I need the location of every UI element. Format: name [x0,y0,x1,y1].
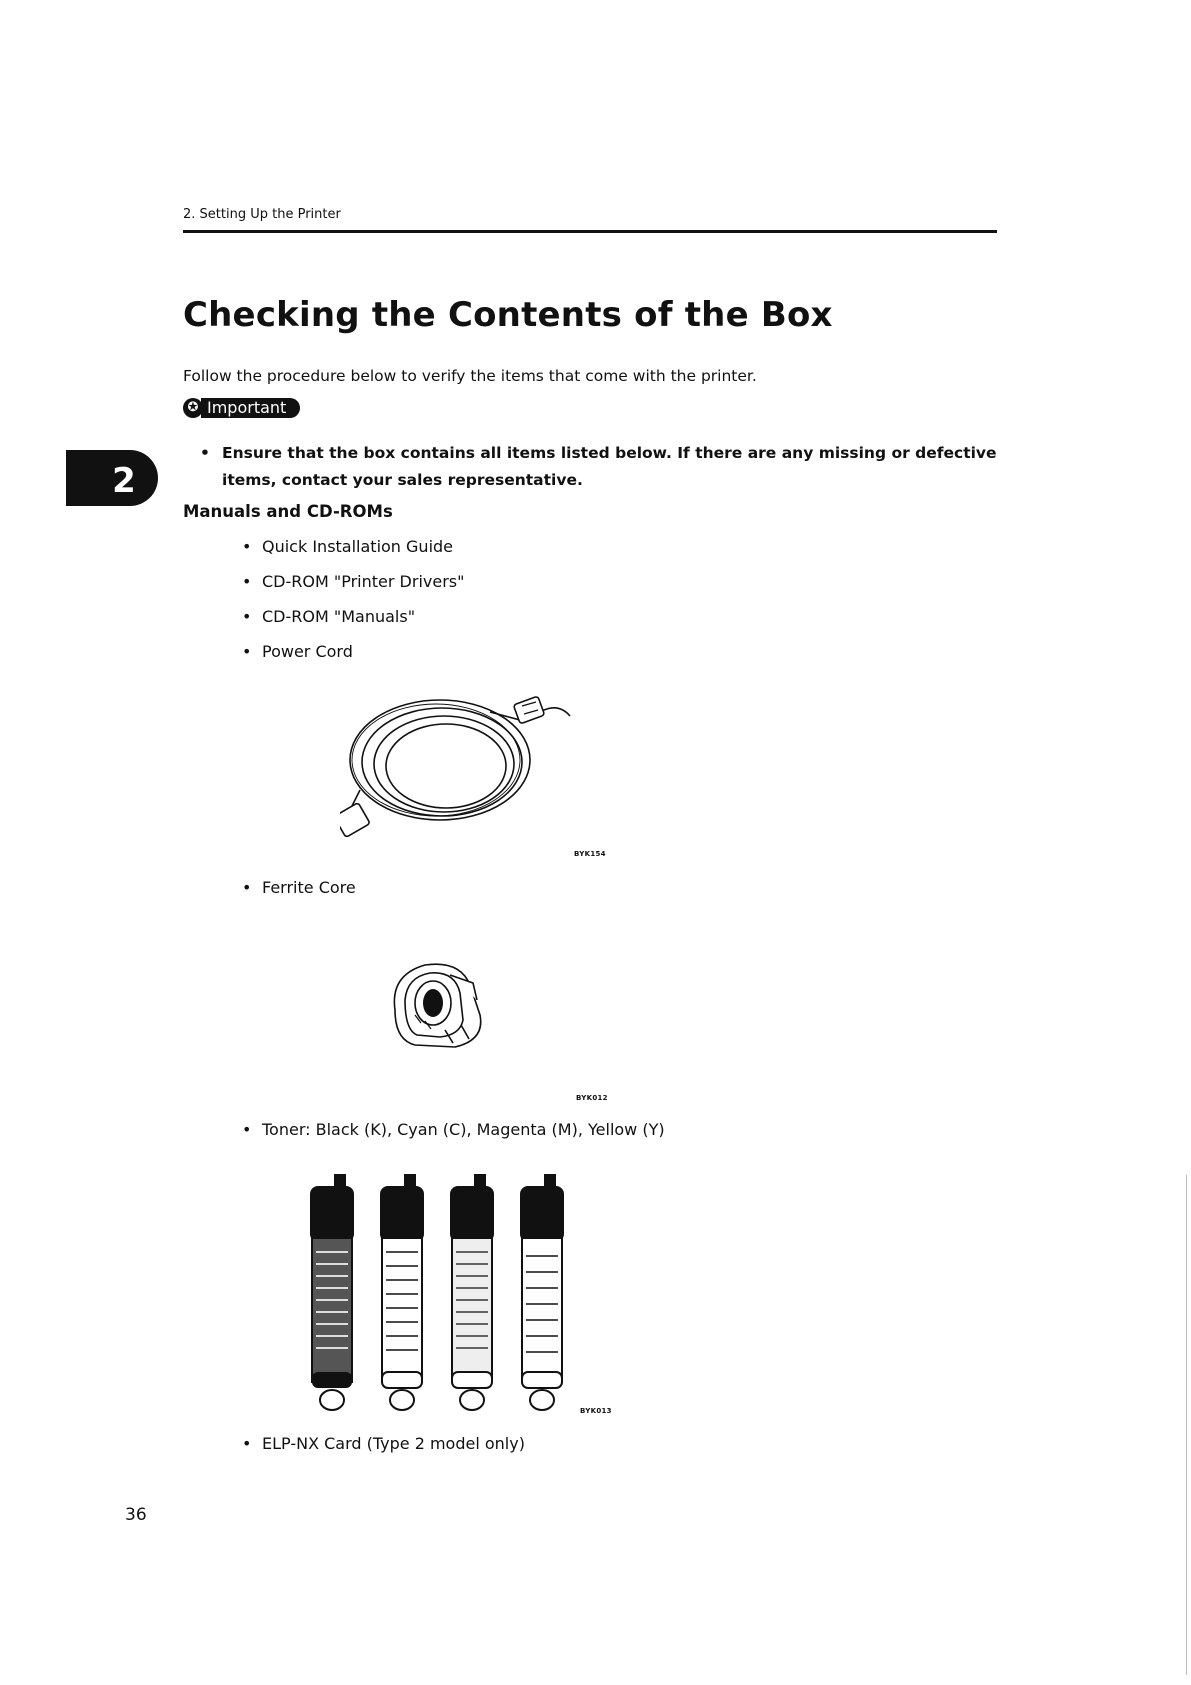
list-item [242,1120,665,1139]
chapter-number: 2 [112,461,136,501]
page-title: Checking the Contents of the Box [183,295,833,335]
toner-black [310,1174,354,1410]
bullet: • [242,607,252,626]
bullet: • [200,444,210,462]
bullet: • [242,1120,252,1139]
header-rule [183,230,997,233]
list-item [242,642,353,661]
running-head: 2. Setting Up the Printer [183,207,341,222]
list-item-label: Quick Installation Guide [262,537,454,556]
toner-yellow [520,1174,564,1410]
important-note [200,440,1000,494]
section-heading: Manuals and CD-ROMs [183,502,393,521]
ferrite-core-illustration [385,955,495,1055]
figure-code: BYK154 [574,850,606,858]
important-icon: ✪ [183,398,203,418]
bullet: • [242,878,252,897]
chapter-tab [66,450,158,506]
bullet: • [242,537,252,556]
toner-illustration [308,1172,578,1417]
list-item [242,572,464,591]
toner-cyan [380,1174,424,1410]
power-cord-illustration [340,690,580,850]
list-item [242,537,453,556]
scan-edge-line [1186,1175,1187,1675]
figure-code: BYK012 [576,1094,608,1102]
bullet: • [242,642,252,661]
list-item-label: Power Cord [262,642,353,661]
toner-magenta [450,1174,494,1410]
figure-code: BYK013 [580,1407,612,1415]
important-badge [183,396,300,420]
intro-text: Follow the procedure below to verify the items that come with the printer. [183,367,757,385]
list-item [242,878,356,897]
page-number: 36 [125,1505,147,1525]
list-item-label: Toner: Black (K), Cyan (C), Magenta (M), Yellow (Y) [262,1120,665,1139]
list-item-label: ELP-NX Card (Type 2 model only) [262,1434,525,1453]
important-label: Important [201,398,300,418]
list-item-label: CD-ROM "Printer Drivers" [262,572,465,591]
list-item [242,1434,525,1453]
bullet: • [242,572,252,591]
list-item [242,607,415,626]
important-note-text: Ensure that the box contains all items listed below. If there are any missing or defective items, contact your sales representative. [222,444,997,489]
bullet: • [242,1434,252,1453]
list-item-label: Ferrite Core [262,878,356,897]
list-item-label: CD-ROM "Manuals" [262,607,416,626]
